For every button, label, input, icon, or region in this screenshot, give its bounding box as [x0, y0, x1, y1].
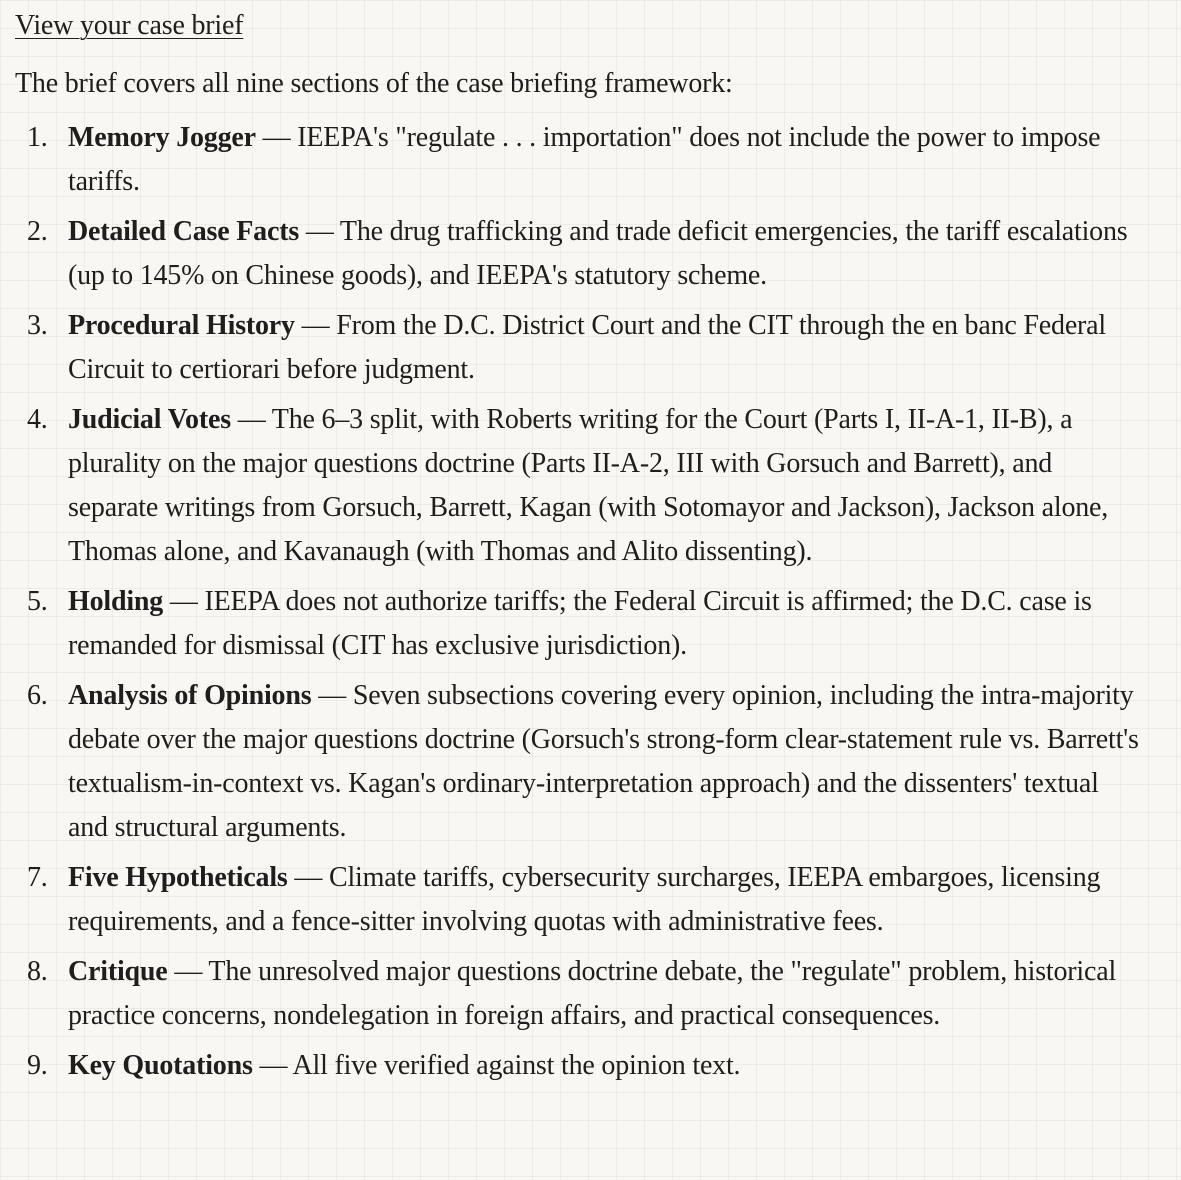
intro-text: The brief covers all nine sections of the case briefing framework:	[15, 68, 733, 99]
section-title: Key Quotations	[68, 1050, 253, 1081]
list-item-analysis-of-opinions	[15, 674, 1181, 850]
list-number: 8.	[27, 956, 48, 987]
section-description: — The drug trafficking and trade deficit emergencies, the tariff escalations (up to 145% on Chinese goods), and IEEPA's statutory scheme.	[68, 216, 1128, 291]
section-title: Judicial Votes	[68, 404, 231, 435]
list-item-procedural-history	[15, 304, 1181, 392]
list-item-detailed-case-facts	[15, 210, 1181, 298]
list-number: 7.	[27, 862, 48, 893]
section-title: Procedural History	[68, 310, 295, 341]
section-description: — From the D.C. District Court and the CIT through the en banc Federal Circuit to certiorari before judgment.	[68, 310, 1106, 385]
list-number: 4.	[27, 404, 48, 435]
list-item-key-quotations	[15, 1044, 1181, 1088]
list-number: 6.	[27, 680, 48, 711]
section-description: — The 6–3 split, with Roberts writing for the Court (Parts I, II-A-1, II-B), a plurality on the major questions doctrine (Parts II-A-2, III with Gorsuch and Barrett), and separate writings from Gorsuch, Barrett, Kagan (with Sotomayor and Jackson), Jackson alone, Thomas alone, and Kavanaugh (with Thomas and Alito dissenting).	[68, 404, 1109, 567]
section-title: Critique	[68, 956, 168, 987]
section-description: — All five verified against the opinion text.	[252, 1050, 741, 1081]
sections-list	[15, 116, 1181, 1088]
list-number: 5.	[27, 586, 48, 617]
list-number: 9.	[27, 1050, 48, 1081]
section-title: Detailed Case Facts	[68, 216, 300, 247]
list-number: 1.	[27, 122, 48, 153]
section-description: — IEEPA does not authorize tariffs; the Federal Circuit is affirmed; the D.C. case is remanded for dismissal (CIT has exclusive jurisdiction).	[68, 586, 1092, 661]
section-title: Memory Jogger	[68, 122, 256, 153]
list-item-holding	[15, 580, 1181, 668]
section-title: Holding	[68, 586, 164, 617]
section-description: — IEEPA's "regulate . . . importation" does not include the power to impose tariffs.	[68, 122, 1101, 197]
view-case-brief-link[interactable]: View your case brief	[15, 10, 244, 41]
list-item-five-hypotheticals	[15, 856, 1181, 944]
section-description: — The unresolved major questions doctrine debate, the "regulate" problem, historical practice concerns, nondelegation in foreign affairs, and practical consequences.	[68, 956, 1117, 1031]
list-item-judicial-votes	[15, 398, 1181, 574]
section-description: — Seven subsections covering every opinion, including the intra-majority debate over the major questions doctrine (Gorsuch's strong-form clear-statement rule vs. Barrett's textualism-in-context vs. Kagan's ordinary-interpretation approach) and the dissenters' textual and structural arguments.	[68, 680, 1139, 843]
section-description: — Climate tariffs, cybersecurity surcharges, IEEPA embargoes, licensing requirements, and a fence-sitter involving quotas with administrative fees.	[68, 862, 1101, 937]
list-number: 2.	[27, 216, 48, 247]
list-item-critique	[15, 950, 1181, 1038]
list-item-memory-jogger	[15, 116, 1181, 204]
section-title: Five Hypotheticals	[68, 862, 288, 893]
section-title: Analysis of Opinions	[68, 680, 312, 711]
list-number: 3.	[27, 310, 48, 341]
